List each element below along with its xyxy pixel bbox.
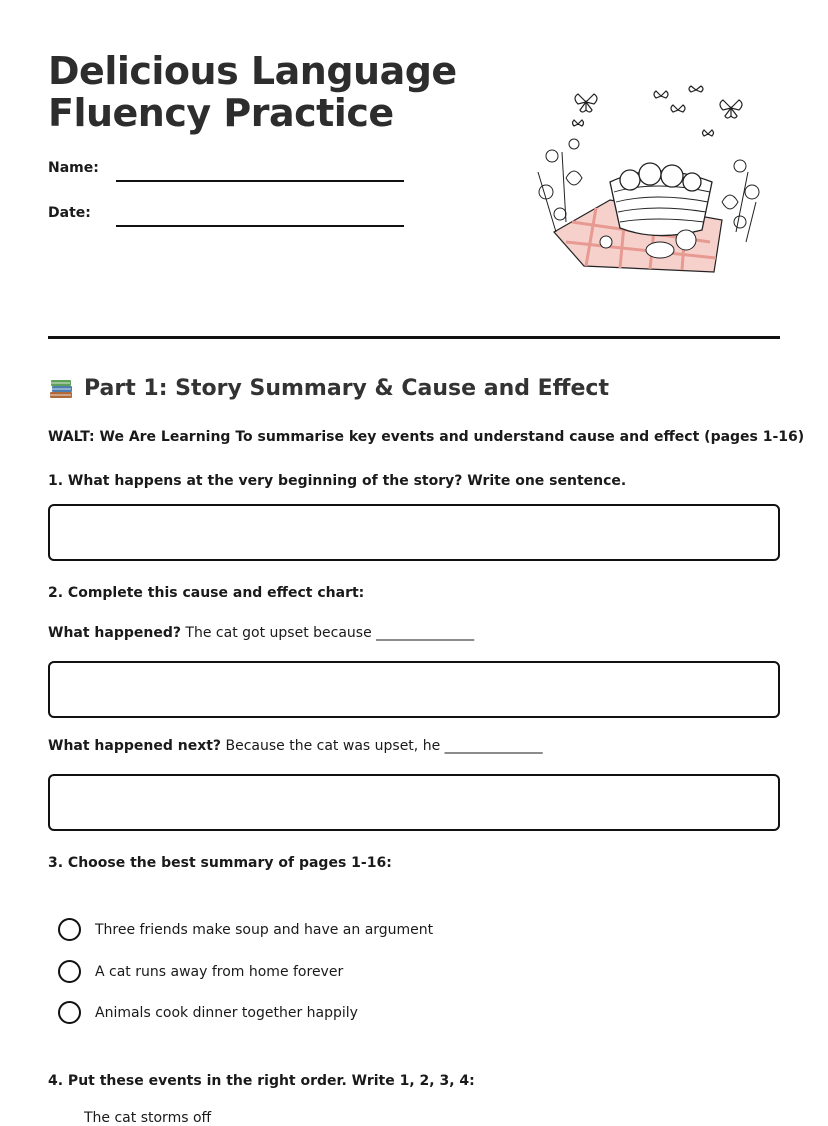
butterfly-icon xyxy=(720,100,742,118)
summary-option-2[interactable] xyxy=(58,960,343,983)
basket xyxy=(610,163,712,236)
summary-option-1[interactable] xyxy=(58,918,433,941)
date-label: Date: xyxy=(48,205,91,221)
butterfly-icon xyxy=(703,130,714,136)
cause-prompt xyxy=(48,625,474,641)
radio-button[interactable] xyxy=(58,960,81,983)
date-field[interactable] xyxy=(116,225,404,227)
option-label: A cat runs away from home forever xyxy=(95,963,344,980)
answer-box-effect[interactable] xyxy=(48,774,780,831)
section-heading-part1 xyxy=(48,374,609,404)
radio-button[interactable] xyxy=(58,918,81,941)
event-item: The cat storms off xyxy=(84,1110,212,1126)
summary-option-3[interactable] xyxy=(58,1001,358,1024)
radio-button[interactable] xyxy=(58,1001,81,1024)
title-line-1: Delicious Language xyxy=(48,49,457,93)
butterfly-icon xyxy=(671,105,685,112)
name-field[interactable] xyxy=(116,180,404,182)
name-label: Name: xyxy=(48,160,99,176)
section-divider xyxy=(48,336,780,339)
question-4: 4. Put these events in the right order. Write 1, 2, 3, 4: xyxy=(48,1073,475,1089)
effect-prompt-text: Because the cat was upset, he ______________ xyxy=(221,738,543,754)
answer-box-q1[interactable] xyxy=(48,504,780,561)
effect-prompt-label: What happened next? xyxy=(48,738,222,754)
butterfly-icon xyxy=(575,94,597,112)
title-line-2: Fluency Practice xyxy=(48,91,394,135)
question-2: 2. Complete this cause and effect chart: xyxy=(48,585,365,601)
butterfly-icon xyxy=(654,91,668,98)
butterfly-icon xyxy=(689,86,703,92)
butterfly-icon xyxy=(573,120,584,126)
cause-prompt-label: What happened? xyxy=(48,625,181,641)
walt-objective: WALT: We Are Learning To summarise key events and understand cause and effect (pages 1-16) xyxy=(48,429,805,445)
option-label: Animals cook dinner together happily xyxy=(95,1004,358,1021)
question-1: 1. What happens at the very beginning of the story? Write one sentence. xyxy=(48,473,627,489)
question-3: 3. Choose the best summary of pages 1-16: xyxy=(48,855,392,871)
books-icon xyxy=(48,376,74,402)
picnic-basket-illustration xyxy=(526,82,772,282)
cause-prompt-text: The cat got upset because ______________ xyxy=(180,625,475,641)
page-title xyxy=(48,50,457,134)
option-label: Three friends make soup and have an argument xyxy=(95,921,434,938)
answer-box-cause[interactable] xyxy=(48,661,780,718)
effect-prompt xyxy=(48,738,543,754)
section-heading-text: Part 1: Story Summary & Cause and Effect xyxy=(84,376,609,401)
